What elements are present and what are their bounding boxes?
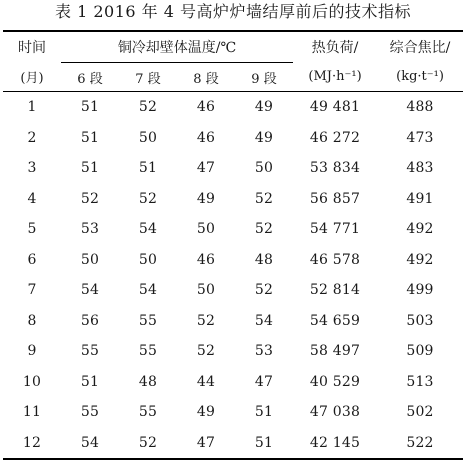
table-header [3, 31, 463, 92]
cell-segment-7-temp: 54 [138, 282, 158, 299]
cell-segment-8-temp: 47 [196, 160, 216, 177]
cell-segment-9-temp: 51 [254, 404, 274, 421]
cell-segment-8-temp: 49 [196, 190, 216, 207]
cell-segment-6-temp: 51 [80, 99, 100, 116]
cell-segment-7-temp: 55 [138, 312, 158, 329]
header-month: 时间 [3, 31, 61, 63]
table-row [3, 428, 463, 460]
cell-month: 5 [27, 221, 37, 238]
cell-heat-load: 46 272 [309, 129, 361, 146]
cell-segment-7-temp: 51 [138, 160, 158, 177]
cell-coke-ratio: 473 [406, 129, 434, 146]
header-coke-unit: (kg·t⁻¹) [377, 63, 463, 92]
cell-coke-ratio: 499 [406, 282, 434, 299]
cell-coke-ratio: 492 [406, 221, 434, 238]
cell-heat-load: 52 814 [309, 282, 361, 299]
cell-segment-9-temp: 49 [254, 129, 274, 146]
cell-segment-6-temp: 51 [80, 160, 100, 177]
header-row-bottom [3, 63, 463, 92]
cell-segment-6-temp: 52 [80, 190, 100, 207]
cell-segment-6-temp: 53 [80, 221, 100, 238]
cell-coke-ratio: 492 [406, 251, 434, 268]
cell-segment-8-temp: 49 [196, 404, 216, 421]
table-row [3, 184, 463, 215]
cell-segment-9-temp: 54 [254, 312, 274, 329]
cell-segment-8-temp: 47 [177, 428, 235, 460]
cell-segment-8-temp: 50 [196, 221, 216, 238]
cell-segment-8-temp: 44 [196, 373, 216, 390]
table-row [3, 306, 463, 337]
cell-segment-8-temp: 50 [196, 282, 216, 299]
cell-coke-ratio: 488 [406, 99, 434, 116]
cell-segment-8-temp: 52 [196, 312, 216, 329]
header-month-unit: (月) [3, 63, 61, 92]
cell-coke-ratio: 503 [406, 312, 434, 329]
cell-heat-load: 40 529 [309, 373, 361, 390]
cell-coke-ratio: 513 [406, 373, 434, 390]
cell-segment-8-temp: 52 [196, 343, 216, 360]
cell-segment-7-temp: 54 [138, 221, 158, 238]
cell-segment-7-temp: 52 [138, 190, 158, 207]
table-row [3, 123, 463, 154]
cell-segment-6-temp: 54 [80, 282, 100, 299]
cell-segment-6-temp: 51 [80, 373, 100, 390]
header-segment-6: 6 段 [61, 63, 119, 92]
cell-segment-6-temp: 55 [80, 404, 100, 421]
cell-month: 2 [27, 129, 37, 146]
cell-month: 4 [27, 190, 37, 207]
cell-heat-load: 54 659 [309, 312, 361, 329]
cell-coke-ratio: 491 [406, 190, 434, 207]
cell-month: 1 [27, 99, 37, 116]
cell-segment-9-temp: 48 [254, 251, 274, 268]
cell-heat-load: 54 771 [309, 221, 361, 238]
cell-month: 8 [27, 312, 37, 329]
table-row [3, 275, 463, 306]
cell-month: 3 [27, 160, 37, 177]
table-row [3, 153, 463, 184]
cell-segment-7-temp: 50 [138, 251, 158, 268]
cell-month: 11 [22, 404, 42, 421]
cell-segment-7-temp: 52 [119, 428, 177, 460]
table-row [3, 397, 463, 428]
cell-segment-6-temp: 56 [80, 312, 100, 329]
cell-segment-7-temp: 55 [138, 404, 158, 421]
cell-segment-9-temp: 47 [254, 373, 274, 390]
cell-segment-9-temp: 53 [254, 343, 274, 360]
cell-heat-load: 53 834 [309, 160, 361, 177]
cell-month: 10 [22, 373, 42, 390]
cell-segment-6-temp: 54 [61, 428, 119, 460]
cell-coke-ratio: 522 [377, 428, 463, 460]
cell-segment-9-temp: 49 [254, 99, 274, 116]
technical-indicators-table [3, 30, 463, 460]
header-coke-ratio: 综合焦比/ [377, 31, 463, 63]
header-heat-load: 热负荷/ [293, 31, 377, 63]
cell-segment-7-temp: 48 [138, 373, 158, 390]
table-row [3, 245, 463, 276]
cell-segment-8-temp: 46 [196, 99, 216, 116]
table-row [3, 336, 463, 367]
header-temperature-group: 铜冷却壁体温度/℃ [61, 31, 293, 63]
cell-month: 7 [27, 282, 37, 299]
cell-segment-9-temp: 50 [254, 160, 274, 177]
table-caption: 表 1 2016 年 4 号高炉炉墙结厚前后的技术指标 [54, 2, 411, 21]
cell-segment-6-temp: 50 [80, 251, 100, 268]
cell-heat-load: 47 038 [309, 404, 361, 421]
cell-segment-9-temp: 52 [254, 190, 274, 207]
cell-heat-load: 49 481 [309, 99, 361, 116]
cell-month: 9 [27, 343, 37, 360]
cell-segment-7-temp: 52 [138, 99, 158, 116]
cell-segment-7-temp: 50 [138, 129, 158, 146]
cell-segment-6-temp: 55 [80, 343, 100, 360]
cell-segment-8-temp: 46 [196, 251, 216, 268]
table-body [3, 92, 463, 460]
cell-month: 12 [3, 428, 61, 460]
cell-segment-8-temp: 46 [196, 129, 216, 146]
cell-heat-load: 58 497 [309, 343, 361, 360]
header-segment-8: 8 段 [177, 63, 235, 92]
cell-segment-9-temp: 52 [254, 282, 274, 299]
cell-segment-6-temp: 51 [80, 129, 100, 146]
cell-heat-load: 46 578 [309, 251, 361, 268]
header-heat-unit: (MJ·h⁻¹) [293, 63, 377, 92]
header-segment-9: 9 段 [235, 63, 293, 92]
cell-heat-load: 56 857 [309, 190, 361, 207]
cell-segment-7-temp: 55 [138, 343, 158, 360]
cell-heat-load: 42 145 [293, 428, 377, 460]
cell-coke-ratio: 509 [406, 343, 434, 360]
header-segment-7: 7 段 [119, 63, 177, 92]
cell-coke-ratio: 502 [406, 404, 434, 421]
header-row-top [3, 31, 463, 63]
cell-coke-ratio: 483 [406, 160, 434, 177]
cell-month: 6 [27, 251, 37, 268]
table-row [3, 367, 463, 398]
table-row [3, 92, 463, 123]
cell-segment-9-temp: 51 [235, 428, 293, 460]
table-row [3, 214, 463, 245]
cell-segment-9-temp: 52 [254, 221, 274, 238]
